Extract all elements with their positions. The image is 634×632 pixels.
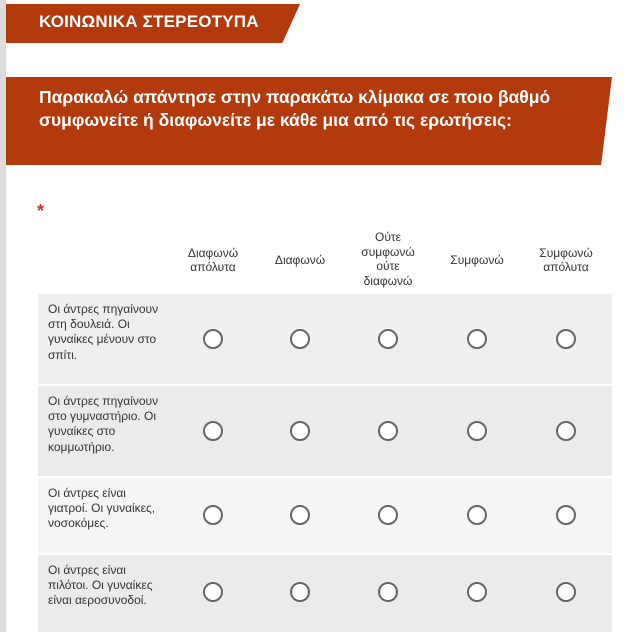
col-header-neutral: Ούτε συμφωνώ ούτε διαφωνώ: [361, 230, 415, 288]
col-header-disagree: Διαφωνώ: [274, 252, 326, 267]
radio-strongly-disagree[interactable]: [203, 421, 223, 441]
radio-neutral[interactable]: [378, 505, 398, 525]
radio-agree[interactable]: [467, 329, 487, 349]
radio-agree[interactable]: [467, 505, 487, 525]
col-header-strongly-agree: Συμφωνώ απόλυτα: [539, 245, 593, 274]
required-marker: *: [37, 201, 45, 221]
radio-disagree[interactable]: [290, 582, 310, 602]
radio-neutral[interactable]: [378, 329, 398, 349]
left-border: [0, 0, 6, 632]
section-title: ΚΟΙΝΩΝΙΚΑ ΣΤΕΡΕΟΤΥΠΑ: [39, 12, 259, 31]
radio-strongly-agree[interactable]: [556, 421, 576, 441]
radio-strongly-agree[interactable]: [556, 329, 576, 349]
radio-strongly-agree[interactable]: [556, 505, 576, 525]
radio-strongly-disagree[interactable]: [203, 329, 223, 349]
radio-agree[interactable]: [467, 582, 487, 602]
radio-strongly-disagree[interactable]: [203, 505, 223, 525]
radio-neutral[interactable]: [378, 582, 398, 602]
radio-disagree[interactable]: [290, 421, 310, 441]
col-header-agree: Συμφωνώ: [450, 252, 504, 267]
question-text: Παρακαλώ απάντησε στην παρακάτω κλίμακα σε ποιο βαθμό συμφωνείτε ή διαφωνείτε με κάθε μια από τις ερωτήσεις:: [39, 87, 551, 130]
matrix-row-2: [38, 386, 612, 476]
col-header-strongly-disagree: Διαφωνώ απόλυτα: [187, 245, 239, 274]
matrix-row-3: [38, 478, 612, 553]
row-label: Οι άντρες είναι γιατροί. Οι γυναίκες, νοσοκόμες.: [48, 486, 156, 531]
row-label: Οι άντρες πηγαίνουν στη δουλειά. Οι γυναίκες μένουν στο σπίτι.: [48, 302, 159, 362]
radio-strongly-agree[interactable]: [556, 582, 576, 602]
row-label: Οι άντρες πηγαίνουν στο γυμναστήριο. Οι γυναίκες στο κομμωτήριο.: [48, 394, 159, 454]
radio-disagree[interactable]: [290, 505, 310, 525]
radio-neutral[interactable]: [378, 421, 398, 441]
matrix-row-1: [38, 294, 612, 384]
radio-disagree[interactable]: [290, 329, 310, 349]
matrix-row-4: [38, 555, 612, 632]
row-label: Οι άντρες είναι πιλότοι. Οι γυναίκες είναι αεροσυνοδοί.: [48, 563, 153, 608]
radio-agree[interactable]: [467, 421, 487, 441]
radio-strongly-disagree[interactable]: [203, 582, 223, 602]
